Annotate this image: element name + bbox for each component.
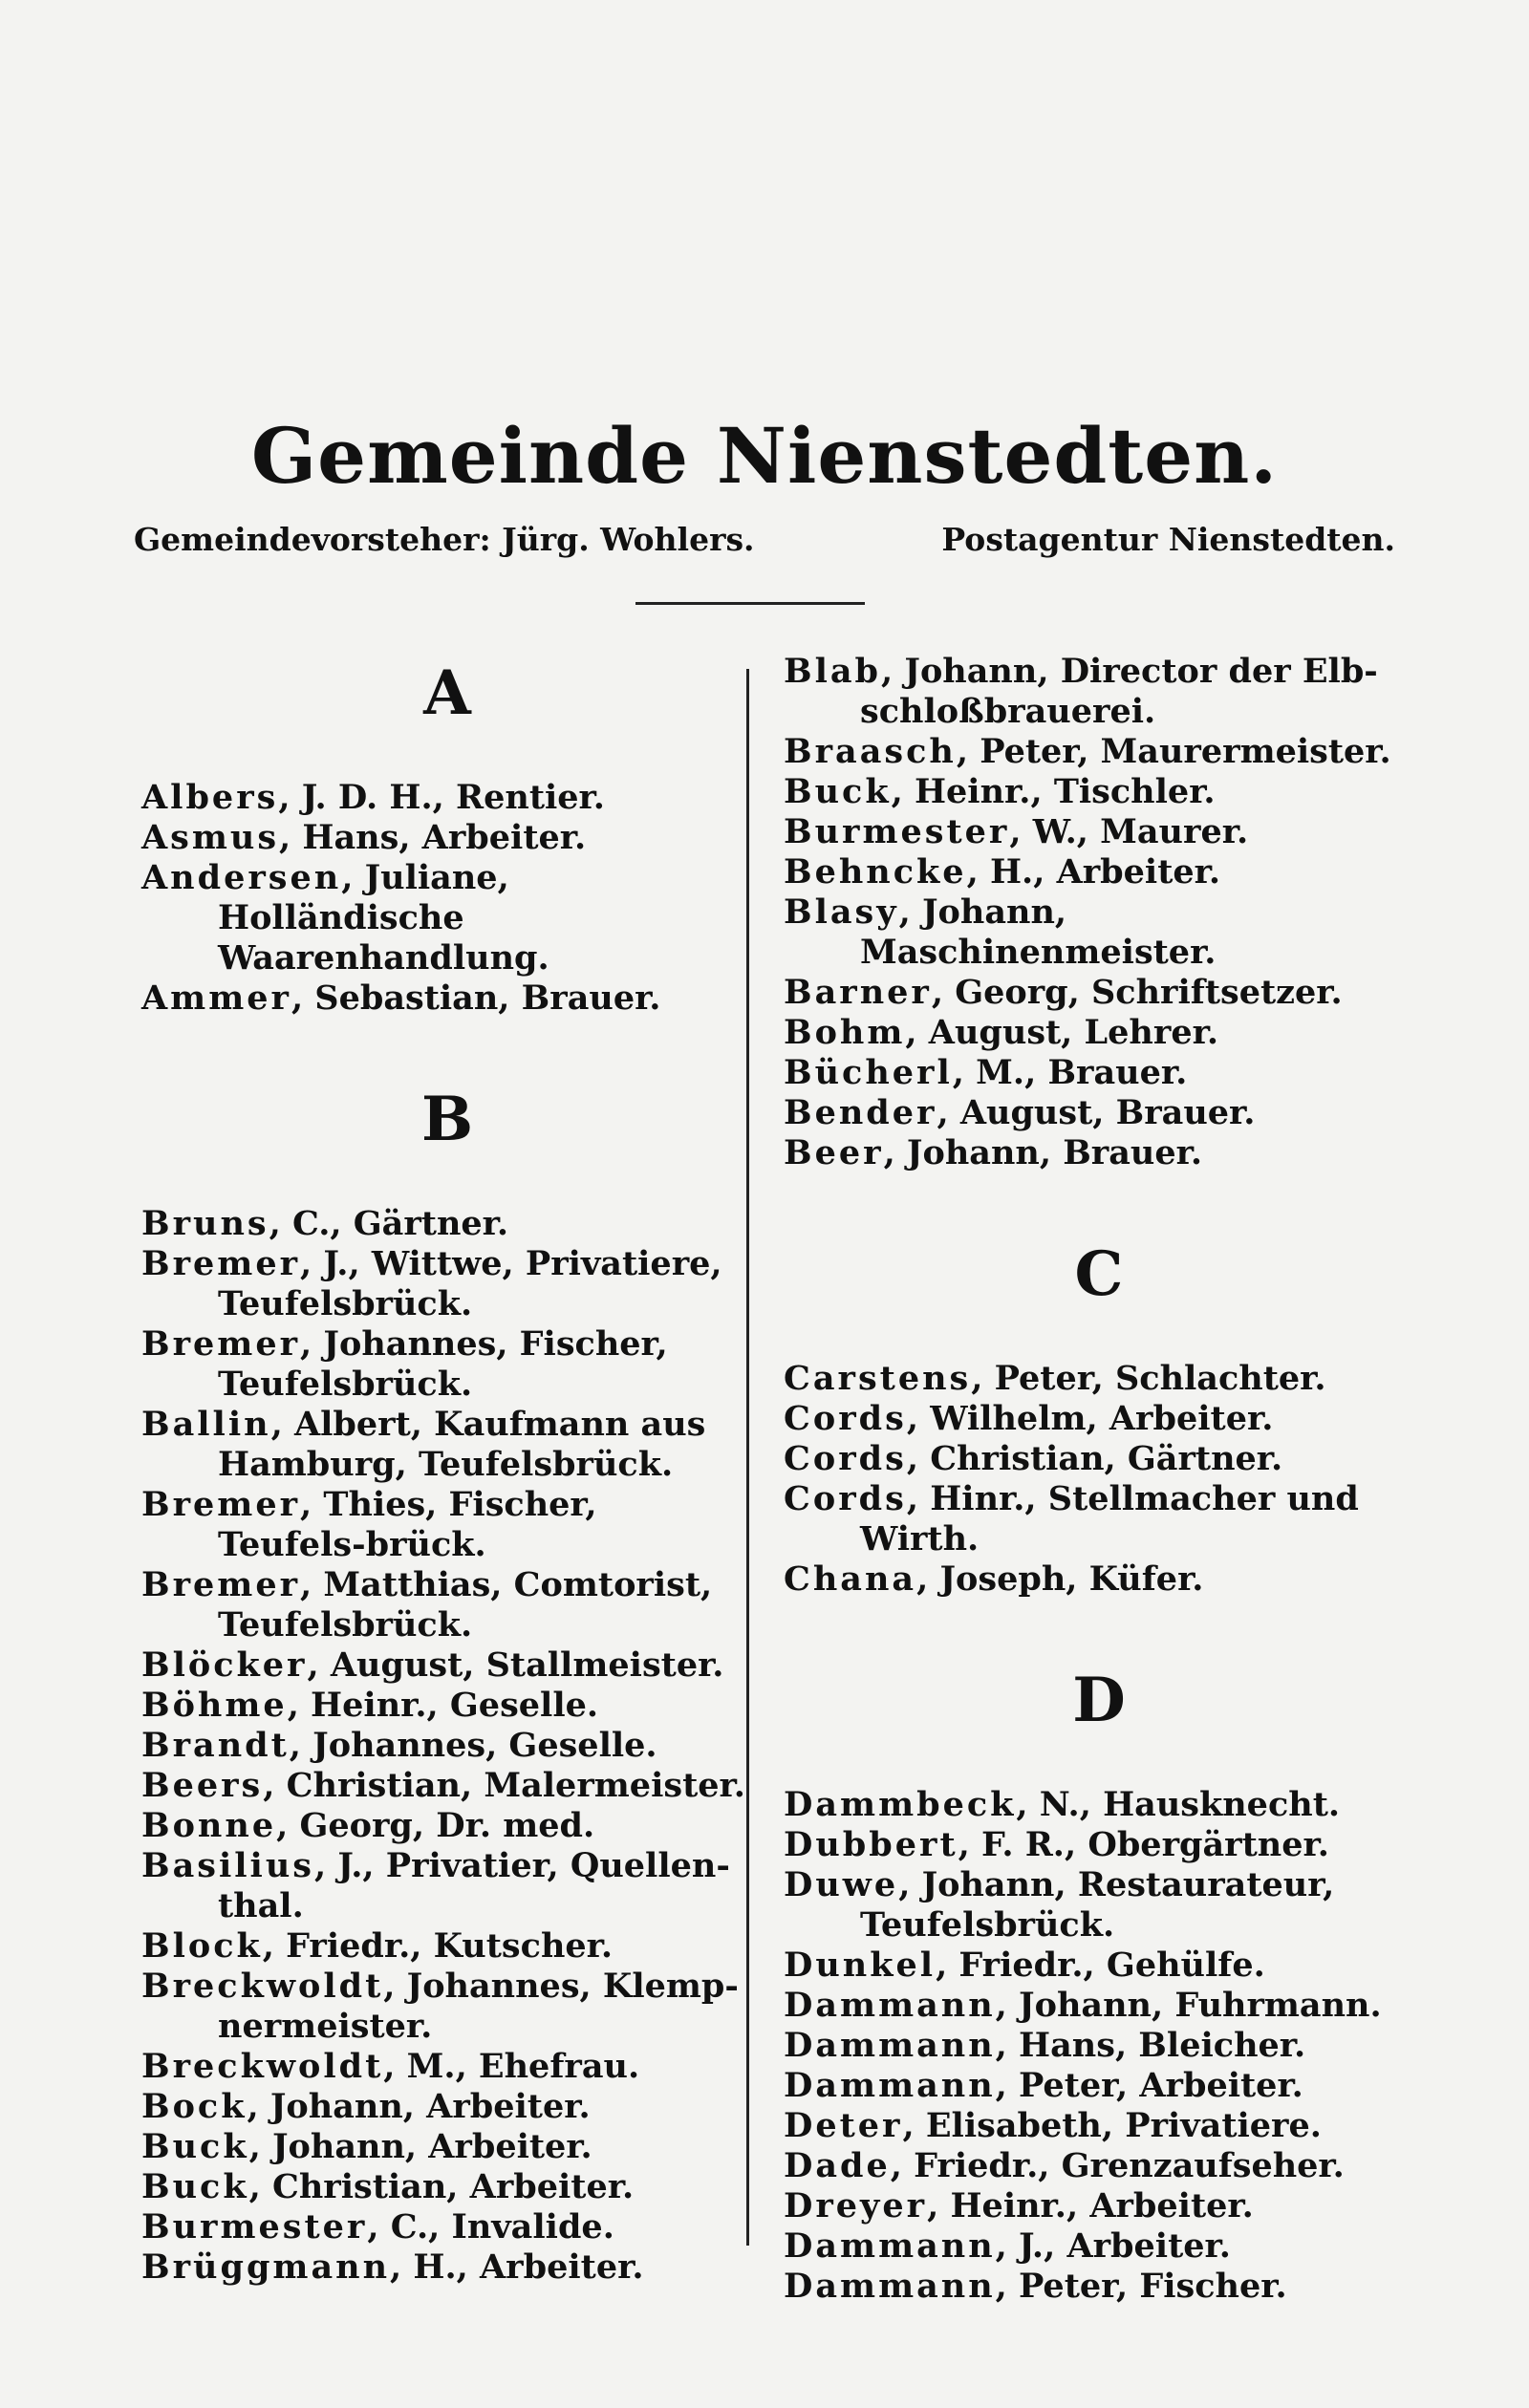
directory-entry [784,1093,1414,1133]
directory-entry [784,2226,1414,2267]
entry-surname: Ballin [141,1405,271,1444]
directory-entry [784,1479,1414,1559]
directory-entry [141,1967,753,2047]
entry-surname: Bremer [141,1244,301,1283]
entry-surname: Cords [784,1479,907,1518]
entry-details: , M., Ehefrau. [383,2047,640,2086]
entry-surname: Dammbeck [784,1785,1017,1824]
entry-details: , Juliane, Holländische Waarenhandlung. [218,858,549,978]
entry-surname: Buck [784,772,892,811]
entry-surname: Bruns [141,1204,269,1243]
directory-entry [141,2127,753,2167]
directory-entry [141,858,753,978]
directory-entry [141,2247,753,2288]
entry-details: , Johann, Arbeiter. [248,2127,592,2166]
directory-entry [141,1244,753,1324]
title-rule [635,602,865,605]
directory-entry [784,812,1414,852]
directory-entry [141,2167,753,2207]
entry-surname: Böhme [141,1686,288,1725]
directory-entry [141,1926,753,1967]
left-column [141,659,753,2288]
entry-surname: Cords [784,1399,907,1438]
section-letter: B [420,1084,474,1155]
entry-details: , August, Stallmeister. [307,1645,724,1685]
directory-entry [141,2087,753,2127]
entry-details: , Hans, Bleicher. [995,2026,1306,2065]
entry-details: , Johann, Arbeiter. [247,2087,591,2126]
entry-surname: Brandt [141,1726,290,1765]
entry-surname: Bücherl [784,1053,953,1092]
entry-surname: Beer [784,1133,884,1172]
entry-surname: Bonne [141,1806,277,1845]
entry-details: , Thies, Fischer, Teufels-brück. [218,1485,597,1564]
directory-entry [784,1559,1414,1600]
directory-entry [784,1053,1414,1093]
directory-entry [784,973,1414,1013]
entry-details: , Elisabeth, Privatiere. [902,2106,1322,2145]
entry-details: , Heinr., Arbeiter. [927,2186,1254,2225]
entry-surname: Asmus [141,818,280,857]
entry-details: , Christian, Gärtner. [906,1439,1283,1478]
directory-entry [784,1946,1414,1986]
page-title: Gemeinde Nienstedten. [250,411,1279,501]
entry-details: , Matthias, Comtorist, Teufelsbrück. [218,1565,713,1645]
entry-details: , H., Arbeiter. [966,852,1221,892]
directory-entry [141,2047,753,2087]
section-letter: C [1074,1238,1124,1310]
entry-details: , Johann, Restaurateur, Teufelsbrück. [860,1865,1335,1945]
section-letter: D [1072,1665,1126,1736]
entry-details: , Heinr., Tischler. [891,772,1216,811]
entry-details: , H., Arbeiter. [390,2247,644,2287]
directory-entry [141,1324,753,1405]
entry-surname: Block [141,1926,263,1966]
entry-surname: Buck [141,2167,249,2206]
entry-details: , J., Privatier, Quellen-thal. [218,1846,730,1925]
directory-entry [141,1405,753,1485]
entry-surname: Bremer [141,1565,301,1604]
entry-details: , Johannes, Geselle. [289,1726,657,1765]
entry-surname: Bremer [141,1485,301,1524]
directory-entry [141,778,753,818]
entry-surname: Dade [784,2146,891,2185]
entry-surname: Ammer [141,978,291,1018]
entry-details: , Georg, Dr. med. [276,1806,595,1845]
entry-details: , Sebastian, Brauer. [291,978,661,1018]
entry-surname: Dammann [784,2026,996,2065]
entry-details: , Johannes, Klemp-nermeister. [218,1967,739,2046]
entry-details: , Peter, Fischer. [995,2267,1287,2306]
directory-entry [784,772,1414,812]
entry-details: , Joseph, Küfer. [916,1559,1204,1599]
entry-details: , Johann, Fuhrmann. [995,1986,1382,2025]
entry-details: , F. R., Obergärtner. [958,1825,1329,1864]
entry-details: , Johann, Maschinenmeister. [860,892,1217,972]
entry-surname: Chana [784,1559,917,1599]
entry-surname: Breckwoldt [141,1967,384,2006]
directory-entry [141,1686,753,1726]
entry-details: , C., Gärtner. [269,1204,509,1243]
header-line [134,521,1395,558]
directory-entry [141,1726,753,1766]
directory-entry [141,1645,753,1686]
directory-entry [784,892,1414,973]
entry-surname: Bock [141,2087,248,2126]
directory-entry [141,2207,753,2247]
section-letter: A [423,657,471,729]
entry-surname: Deter [784,2106,903,2145]
entry-surname: Barner [784,973,932,1012]
entry-surname: Dammann [784,2226,996,2266]
entry-surname: Bohm [784,1013,906,1052]
directory-entry [784,2186,1414,2226]
entry-surname: Dammann [784,2066,996,2105]
directory-entry [784,1825,1414,1865]
entry-surname: Breckwoldt [141,2047,384,2086]
directory-entry [784,2106,1414,2146]
entry-details: , J., Arbeiter. [995,2226,1231,2266]
entry-details: , Georg, Schriftsetzer. [931,973,1343,1012]
directory-entry [141,1565,753,1645]
entry-surname: Dubbert [784,1825,958,1864]
entry-surname: Carstens [784,1359,972,1398]
directory-entry [784,1013,1414,1053]
directory-entry [141,1766,753,1806]
directory-entry [784,852,1414,892]
entry-details: , Christian, Malermeister. [263,1766,745,1805]
post-agency-info: Postagentur Nienstedten. [941,521,1395,558]
entry-surname: Bremer [141,1324,301,1364]
right-column [784,652,1414,2307]
entry-surname: Dreyer [784,2186,928,2225]
entry-details: , Heinr., Geselle. [287,1686,599,1725]
entry-details: , Hinr., Stellmacher und Wirth. [860,1479,1359,1559]
directory-entry [784,652,1414,732]
directory-entry [784,1133,1414,1173]
entry-details: , Peter, Schlachter. [971,1359,1326,1398]
directory-entry [141,818,753,858]
directory-entry [784,1399,1414,1439]
entry-details: , J., Wittwe, Privatiere, Teufelsbrück. [218,1244,722,1323]
entry-surname: Behncke [784,852,967,892]
entry-surname: Andersen [141,858,342,897]
entry-details: , Johannes, Fischer, Teufelsbrück. [218,1324,668,1404]
entry-details: , Wilhelm, Arbeiter. [906,1399,1274,1438]
entry-surname: Burmester [141,2207,368,2247]
entry-surname: Albers [141,778,279,817]
entry-details: , August, Brauer. [937,1093,1256,1132]
entry-details: , Peter, Arbeiter. [995,2066,1303,2105]
entry-details: , Albert, Kaufmann aus Hamburg, Teufelsbrück. [218,1405,706,1484]
entry-surname: Cords [784,1439,907,1478]
entry-details: , August, Lehrer. [905,1013,1218,1052]
entry-details: , M., Brauer. [952,1053,1188,1092]
directory-entry [784,1785,1414,1825]
entry-details: , J. D. H., Rentier. [278,778,605,817]
directory-entry [784,1439,1414,1479]
entry-surname: Buck [141,2127,249,2166]
mayor-info: Gemeindevorsteher: Jürg. Wohlers. [134,521,755,558]
directory-entry [141,1204,753,1244]
entry-details: , Friedr., Gehülfe. [936,1946,1265,1985]
entry-details: , Hans, Arbeiter. [279,818,587,857]
directory-entry [784,1986,1414,2026]
directory-entry [784,1865,1414,1946]
entry-surname: Bender [784,1093,937,1132]
directory-entry [141,1806,753,1846]
entry-details: , Friedr., Grenzaufseher. [890,2146,1345,2185]
entry-details: , N., Hausknecht. [1016,1785,1341,1824]
directory-entry [141,1846,753,1926]
entry-surname: Blab [784,652,882,691]
entry-surname: Blasy [784,892,899,932]
directory-entry [141,1485,753,1565]
directory-entry [141,978,753,1019]
directory-entry [784,2026,1414,2066]
entry-details: , Johann, Brauer. [883,1133,1203,1172]
entry-surname: Dammann [784,2267,996,2306]
entry-surname: Basilius [141,1846,315,1885]
entry-details: , Christian, Arbeiter. [248,2167,635,2206]
directory-entry [784,1359,1414,1399]
entry-surname: Beers [141,1766,264,1805]
entry-surname: Brüggmann [141,2247,391,2287]
entry-details: , Peter, Maurermeister. [956,732,1391,771]
directory-entry [784,2267,1414,2307]
directory-entry [784,732,1414,772]
entry-surname: Dammann [784,1986,996,2025]
entry-surname: Blöcker [141,1645,308,1685]
entry-surname: Dunkel [784,1946,937,1985]
entry-surname: Braasch [784,732,957,771]
directory-entry [784,2066,1414,2106]
entry-details: , C., Invalide. [367,2207,614,2247]
entry-surname: Burmester [784,812,1010,851]
entry-details: , Johann, Director der Elb-schloßbrauerei. [860,652,1378,731]
entry-details: , W., Maurer. [1009,812,1249,851]
entry-surname: Duwe [784,1865,899,1904]
entry-details: , Friedr., Kutscher. [262,1926,614,1966]
directory-entry [784,2146,1414,2186]
